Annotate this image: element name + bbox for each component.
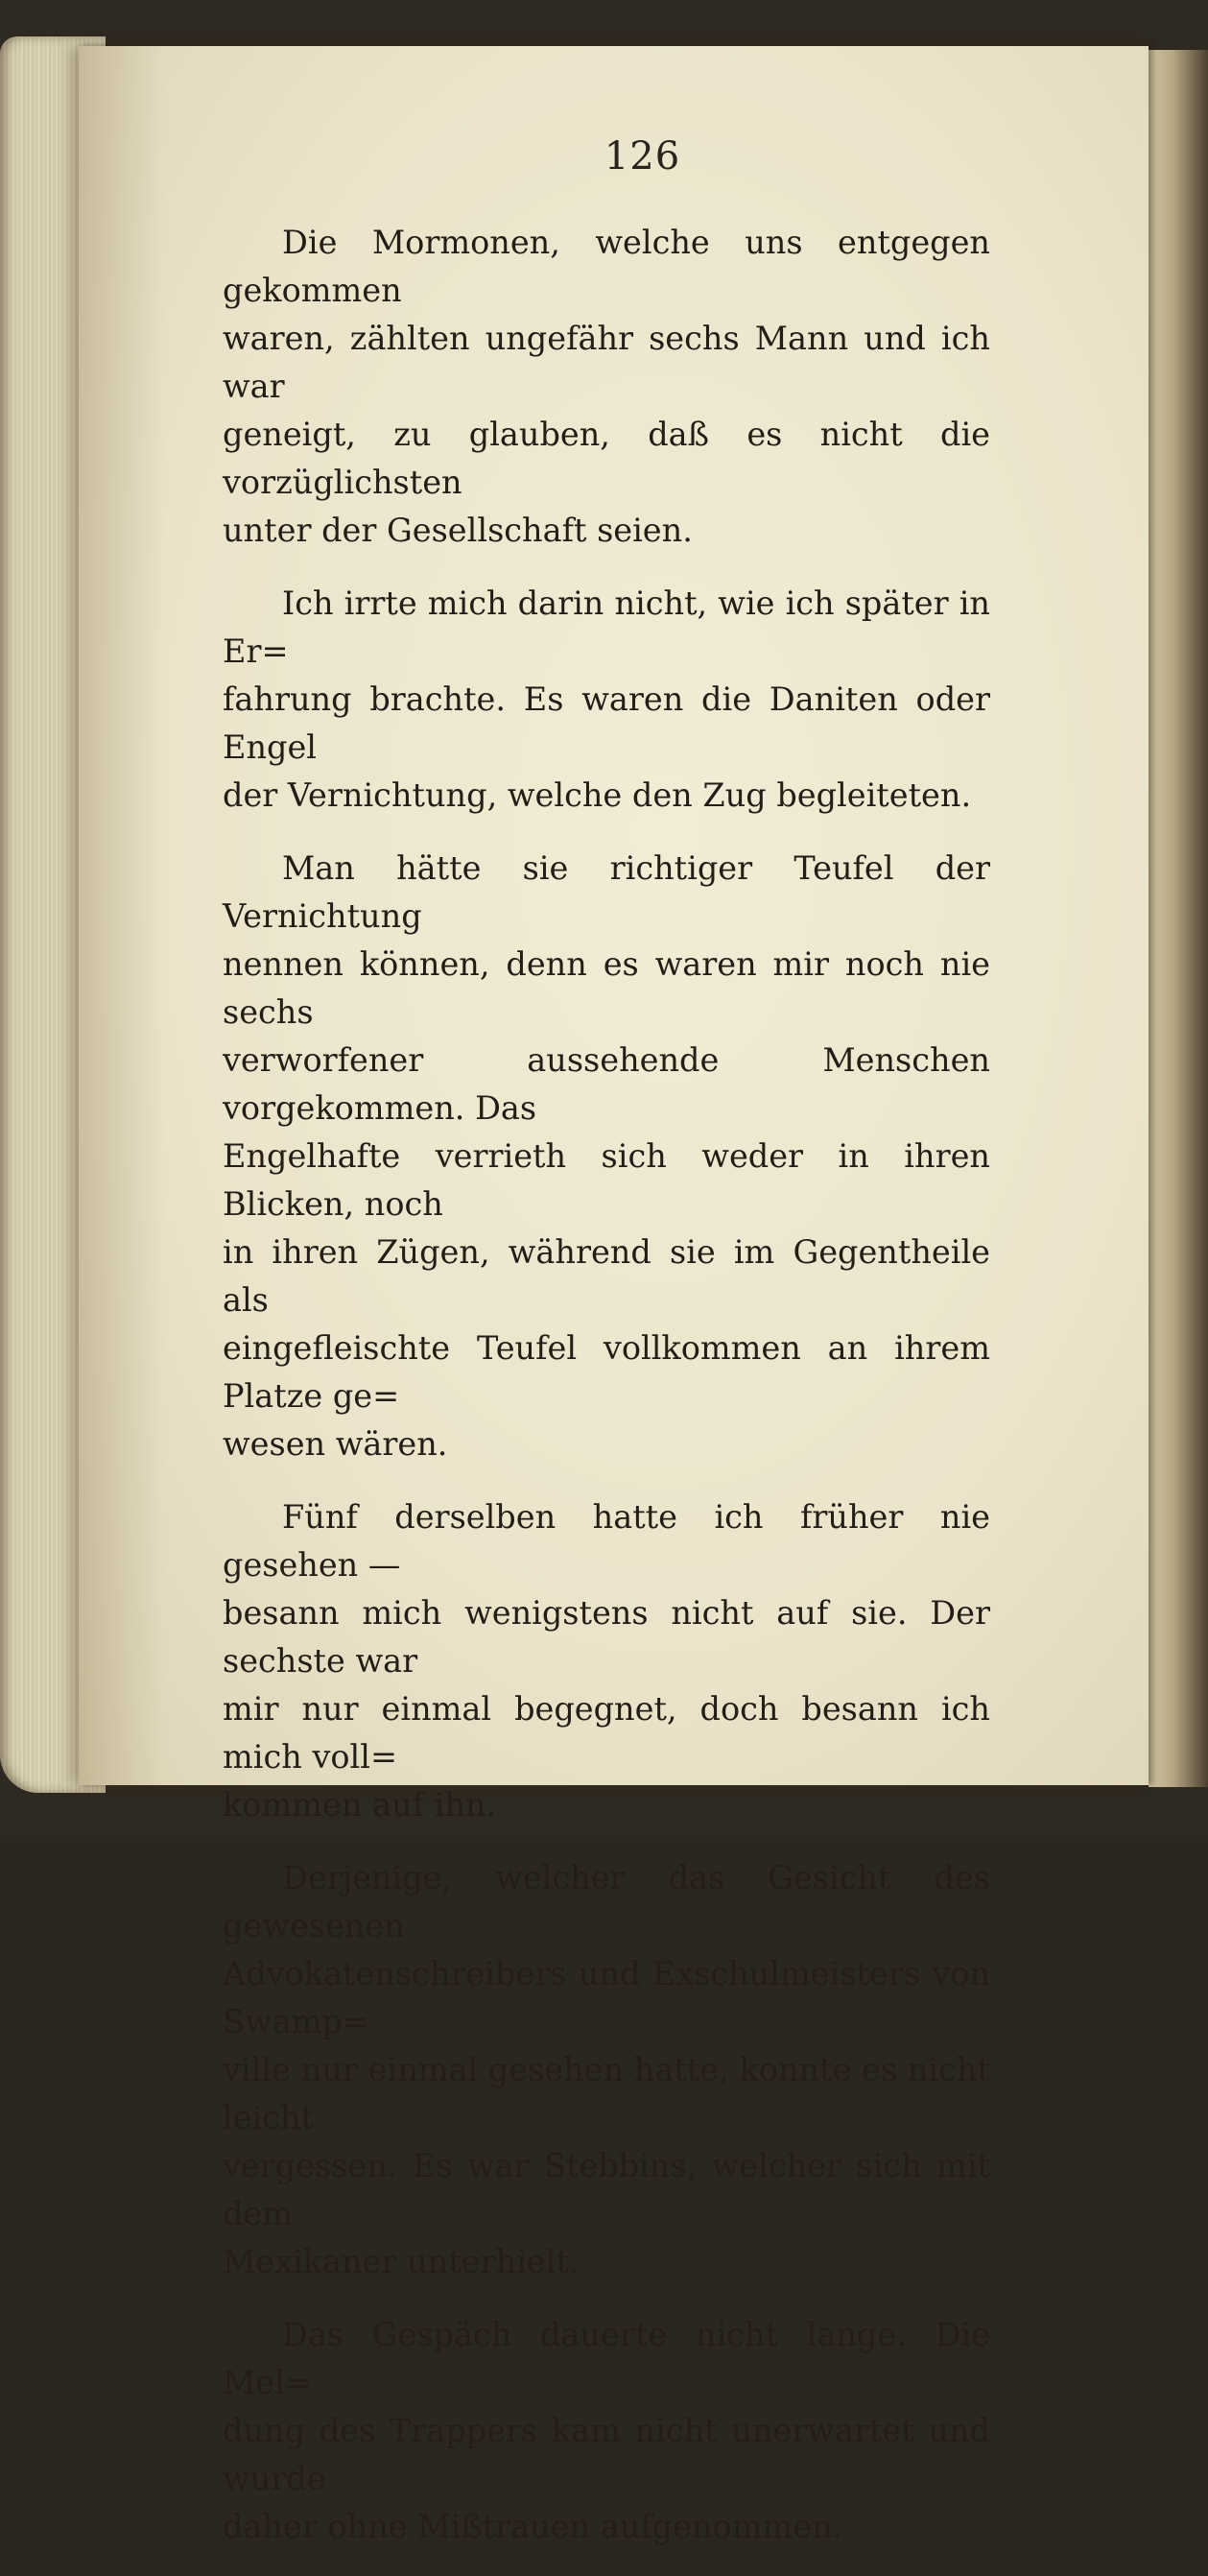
book-page [79,46,1149,2545]
paragraph-6: Das Gespäch dauerte nicht lange. Die Mel= dung des Trappers kam nicht unerwartet und wurde daher ohne Mißtrauen aufgenommen. [223,2316,990,2545]
paragraph-2: Ich irrte mich darin nicht, wie ich später in Er= fahrung brachte. Es waren die Daniten oder Engel der Vernichtung, welche den Zug begleiteten. [223,584,990,814]
page-number: 126 [604,134,681,179]
paragraph-3: Man hätte sie richtiger Teufel der Vernichtung nennen können, denn es waren mir noch nie sechs verworfener aussehende Menschen vorgekommen. Das Engelhafte verrieth sich weder in ihren Blicken, noch in ihren Zügen, während sie im Gegentheile als eingefleischte Teufel vollkommen an ihrem Platze ge= wesen wären. [223,849,990,1463]
paragraph-1: Die Mormonen, welche uns entgegen gekommen waren, zählten ungefähr sechs Mann und ich war geneigt, zu glauben, daß es nicht die vorzüglichsten unter der Gesellschaft seien. [223,224,990,549]
page-gutter-shadow [79,46,165,1785]
paragraph-4: Fünf derselben hatte ich früher nie gesehen — besann mich wenigstens nicht auf sie. Der sechste war mir nur einmal begegnet, doch besann ich mich voll= kommen auf ihn. [223,1498,990,1824]
right-page-edge [1149,50,1208,1787]
paragraph-5: Derjenige, welcher das Gesicht des gewesenen Advokatenschreibers und Exschulmeisters von Swamp= ville nur einmal gesehen hatte, konnte es nicht leicht vergessen. Es war Stebbins, welcher sich mit dem Mexikaner unterhielt. [223,1859,990,2280]
body-text [223,219,990,2576]
